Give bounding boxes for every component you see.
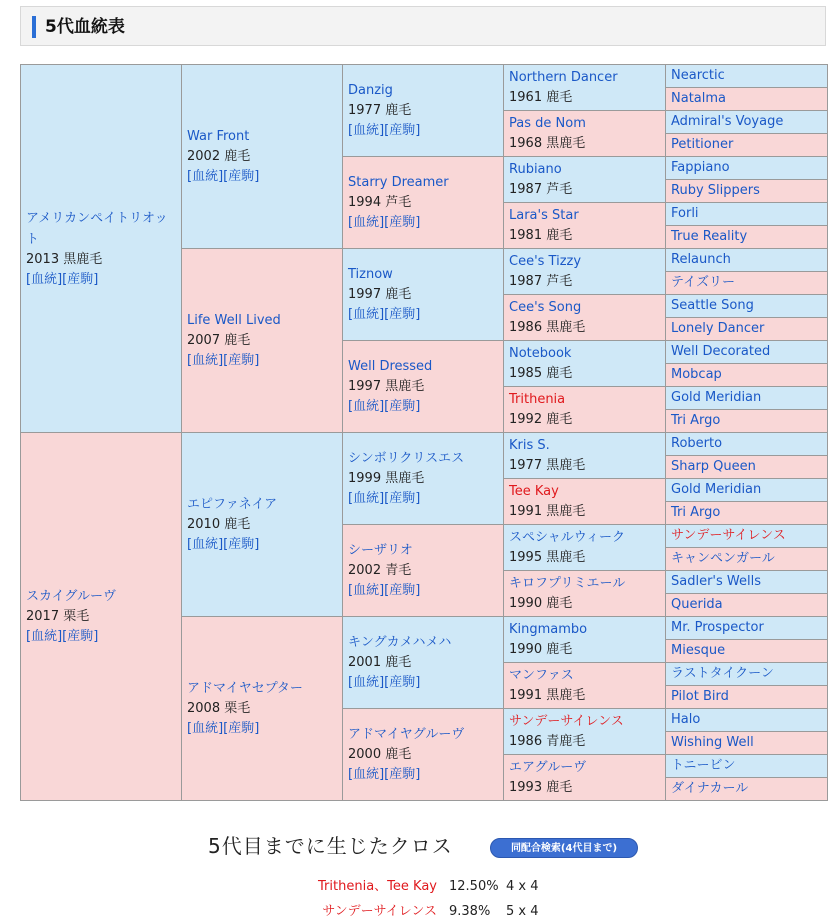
pedigree-cell-sssd — [666, 88, 828, 111]
pedigree-cell-dam-ddsd — [666, 732, 828, 755]
pedigree-cell-dss — [504, 249, 666, 295]
horse-name-link[interactable]: Lara's Star — [509, 207, 579, 223]
pedigree-cell-sdds — [666, 203, 828, 226]
horse-name-link[interactable]: Nearctic — [671, 68, 725, 83]
horse-name-link[interactable]: キングカメハメハ — [348, 634, 452, 650]
horse-name-link[interactable]: マンファス — [509, 667, 574, 683]
offspring-link[interactable]: [産駒] — [62, 629, 99, 644]
horse-name-link[interactable]: サンデーサイレンス — [671, 528, 786, 543]
pedigree-cell-sd — [343, 157, 504, 249]
cross-section-title: 5代目までに生じたクロス — [208, 834, 453, 858]
pedigree-cell-dsds — [666, 295, 828, 318]
horse-name-link[interactable]: シンボリクリスエス — [348, 450, 465, 466]
horse-info: 1977 黒鹿毛 — [509, 457, 586, 473]
horse-info: 2008 栗毛 — [187, 700, 251, 716]
pedigree-cell-ssd — [504, 111, 666, 157]
horse-name-link[interactable]: Mobcap — [671, 367, 722, 382]
pedigree-cell-sire — [21, 65, 182, 433]
offspring-link[interactable]: [産駒] — [384, 122, 421, 138]
pedigree-cell-dam-ss — [343, 433, 504, 525]
offspring-link[interactable]: [産駒] — [223, 168, 260, 184]
pedigree-link[interactable]: [血統] — [348, 674, 385, 690]
pedigree-cell-dddd — [666, 410, 828, 433]
same-mating-search-button[interactable]: 同配合検索(4代目まで) — [490, 838, 638, 858]
horse-info: 2010 鹿毛 — [187, 516, 251, 532]
pedigree-cell-dam-dsdd — [666, 686, 828, 709]
pedigree-section-header — [20, 6, 826, 46]
horse-name-link[interactable]: Tee Kay — [509, 483, 559, 499]
horse-info: 1997 黒鹿毛 — [348, 378, 425, 394]
offspring-link[interactable]: [産駒] — [384, 674, 421, 690]
pedigree-cell-dam-sss — [504, 433, 666, 479]
pedigree-cell-dam-dds — [504, 709, 666, 755]
horse-name-link[interactable]: Cee's Song — [509, 299, 582, 315]
pedigree-cell-dam-sds — [504, 525, 666, 571]
horse-name-link[interactable]: Lonely Dancer — [671, 321, 765, 336]
pedigree-link[interactable]: [血統] — [348, 490, 385, 506]
horse-name-link[interactable]: Kris S. — [509, 437, 550, 453]
horse-name-link[interactable]: Tiznow — [348, 266, 393, 282]
pedigree-cell-dsdd — [666, 318, 828, 341]
horse-name-link[interactable]: Tri Argo — [671, 505, 721, 520]
pedigree-cell-dam-dd — [343, 709, 504, 801]
pedigree-cell-dam-ddds — [666, 755, 828, 778]
horse-name-link[interactable]: Trithenia — [509, 391, 566, 407]
horse-info: 1999 黒鹿毛 — [348, 470, 425, 486]
horse-name-link[interactable]: War Front — [187, 128, 250, 144]
horse-name-link[interactable]: True Reality — [671, 229, 748, 244]
horse-name-link[interactable]: Rubiano — [509, 161, 562, 177]
horse-name-link[interactable]: Fappiano — [671, 160, 730, 175]
horse-name-link[interactable]: スペシャルウィーク — [509, 529, 625, 545]
pedigree-link[interactable]: [血統] — [348, 122, 385, 138]
horse-info: 1986 青鹿毛 — [509, 733, 586, 749]
horse-name-link[interactable]: トニービン — [671, 758, 736, 773]
horse-name-link[interactable]: Wishing Well — [671, 735, 754, 750]
pedigree-cell-ssdd — [666, 134, 828, 157]
horse-info: 1995 黒鹿毛 — [509, 549, 586, 565]
horse-name-link[interactable]: シーザリオ — [348, 542, 413, 558]
pedigree-cell-sdsd — [666, 180, 828, 203]
pedigree-cell-dam-dsss — [666, 617, 828, 640]
offspring-link[interactable]: [産駒] — [384, 214, 421, 230]
horse-info: 1981 鹿毛 — [509, 227, 573, 243]
horse-name-link[interactable]: Seattle Song — [671, 298, 754, 313]
pedigree-cell-dam-sddd — [666, 594, 828, 617]
pedigree-cell-dam-ssdd — [666, 502, 828, 525]
pedigree-link[interactable]: [血統] — [348, 766, 385, 782]
pedigree-cell-sds — [504, 157, 666, 203]
horse-name-link[interactable]: Admiral's Voyage — [671, 114, 784, 129]
pedigree-cell-dam-sd — [343, 525, 504, 617]
horse-name-link[interactable]: ラストタイクーン — [671, 666, 774, 681]
horse-name-link[interactable]: Tri Argo — [671, 413, 721, 428]
offspring-link[interactable]: [産駒] — [223, 352, 260, 368]
cross-generation: 4 x 4 — [506, 879, 539, 894]
horse-name-link[interactable]: エピファネイア — [187, 496, 278, 512]
offspring-link[interactable]: [産駒] — [223, 720, 260, 736]
pedigree-cell-dam-sdss — [666, 525, 828, 548]
horse-info: 2000 鹿毛 — [348, 746, 412, 762]
header-accent-bar — [32, 16, 36, 38]
horse-name-link[interactable]: アメリカンペイトリオット — [26, 210, 168, 247]
horse-name-link[interactable]: キャンペンガール — [671, 551, 775, 566]
section-title: 5代血統表 — [45, 17, 125, 37]
cross-horse-link[interactable]: Trithenia、Tee Kay — [318, 879, 437, 894]
horse-info: 1991 黒鹿毛 — [509, 503, 586, 519]
cross-percentage: 9.38% — [449, 904, 491, 919]
pedigree-link[interactable]: [血統] — [348, 582, 385, 598]
pedigree-cell-ssss — [666, 65, 828, 88]
offspring-link[interactable]: [産駒] — [223, 536, 260, 552]
horse-info: 2001 鹿毛 — [348, 654, 412, 670]
pedigree-cell-dam-sdds — [666, 571, 828, 594]
horse-name-link[interactable]: スカイグルーヴ — [26, 589, 116, 604]
horse-name-link[interactable]: Life Well Lived — [187, 312, 281, 328]
horse-info: 1986 黒鹿毛 — [509, 319, 586, 335]
pedigree-cell-sddd — [666, 226, 828, 249]
pedigree-link[interactable]: [血統] — [348, 214, 385, 230]
pedigree-cell-dam-ssd — [504, 479, 666, 525]
pedigree-cell-dam-ddss — [666, 709, 828, 732]
cross-row — [0, 878, 828, 896]
horse-name-link[interactable]: Forli — [671, 206, 699, 221]
pedigree-cell-dam-sdsd — [666, 548, 828, 571]
horse-name-link[interactable]: テイズリー — [671, 275, 735, 290]
cross-horse-link[interactable]: サンデーサイレンス — [322, 904, 437, 919]
horse-info: 1990 鹿毛 — [509, 641, 573, 657]
offspring-link[interactable]: [産駒] — [384, 766, 421, 782]
horse-info: 1987 芦毛 — [509, 181, 573, 197]
pedigree-cell-dam-d — [182, 617, 343, 801]
horse-info: 1961 鹿毛 — [509, 89, 573, 105]
pedigree-cell-ss — [343, 65, 504, 157]
pedigree-link[interactable]: [血統] — [187, 536, 224, 552]
pedigree-cell-dam-dsd — [504, 663, 666, 709]
horse-name-link[interactable]: Roberto — [671, 436, 723, 451]
pedigree-cell-ddd — [504, 387, 666, 433]
horse-name-link[interactable]: ダイナカール — [671, 781, 749, 796]
horse-name-link[interactable]: Cee's Tizzy — [509, 253, 582, 269]
horse-name-link[interactable]: Notebook — [509, 345, 572, 361]
pedigree-cell-dam-ssss — [666, 433, 828, 456]
horse-name-link[interactable]: Northern Dancer — [509, 69, 618, 85]
pedigree-link[interactable]: [血統] — [26, 271, 63, 287]
pedigree-link[interactable]: [血統] — [187, 720, 224, 736]
pedigree-cell-dam-dssd — [666, 640, 828, 663]
pedigree-cell-dam-sdd — [504, 571, 666, 617]
horse-name-link[interactable]: Well Decorated — [671, 344, 771, 359]
horse-info: 1992 鹿毛 — [509, 411, 573, 427]
horse-name-link[interactable]: Well Dressed — [348, 358, 433, 374]
horse-name-link[interactable]: Mr. Prospector — [671, 620, 764, 635]
horse-name-link[interactable]: Sharp Queen — [671, 459, 756, 474]
horse-name-link[interactable]: サンデーサイレンス — [509, 713, 624, 729]
horse-name-link[interactable]: Kingmambo — [509, 621, 588, 637]
horse-name-link[interactable]: Sadler's Wells — [671, 574, 761, 589]
pedigree-cell-dam-ddd — [504, 755, 666, 801]
horse-name-link[interactable]: アドマイヤグルーヴ — [348, 726, 465, 742]
offspring-link[interactable]: [産駒] — [62, 271, 99, 287]
pedigree-cell-dsd — [504, 295, 666, 341]
offspring-link[interactable]: [産駒] — [384, 490, 421, 506]
pedigree-cell-dam-dddd — [666, 778, 828, 801]
horse-info: 2002 鹿毛 — [187, 148, 251, 164]
pedigree-cell-ssds — [666, 111, 828, 134]
pedigree-cell-ddds — [666, 387, 828, 410]
pedigree-cell-dam — [21, 433, 182, 801]
pedigree-cell-dam-s — [182, 433, 343, 617]
horse-info: 1977 鹿毛 — [348, 102, 412, 118]
horse-name-link[interactable]: Gold Meridian — [671, 482, 762, 497]
pedigree-cell-ddss — [666, 341, 828, 364]
pedigree-cell-s — [182, 65, 343, 249]
horse-info: 1968 黒鹿毛 — [509, 135, 586, 151]
horse-info: 1990 鹿毛 — [509, 595, 573, 611]
pedigree-cell-dam-ssds — [666, 479, 828, 502]
cross-percentage: 12.50% — [449, 879, 499, 894]
horse-name-link[interactable]: Pas de Nom — [509, 115, 586, 131]
horse-name-link[interactable]: Danzig — [348, 82, 393, 98]
pedigree-cell-dam-dsds — [666, 663, 828, 686]
pedigree-cell-dam-ds — [343, 617, 504, 709]
horse-name-link[interactable]: アドマイヤセプター — [187, 680, 303, 696]
horse-info: 2002 青毛 — [348, 562, 412, 578]
pedigree-cell-dds — [504, 341, 666, 387]
pedigree-link[interactable]: [血統] — [187, 352, 224, 368]
pedigree-cell-sss — [504, 65, 666, 111]
horse-info: 2013 黒鹿毛 — [26, 251, 103, 267]
pedigree-cell-sdd — [504, 203, 666, 249]
horse-info: 1993 鹿毛 — [509, 779, 573, 795]
pedigree-cell-ddsd — [666, 364, 828, 387]
horse-name-link[interactable]: Halo — [671, 712, 701, 727]
horse-name-link[interactable]: Relaunch — [671, 252, 731, 267]
pedigree-link[interactable]: [血統] — [187, 168, 224, 184]
pedigree-link[interactable]: [血統] — [348, 398, 385, 414]
horse-name-link[interactable]: Petitioner — [671, 137, 734, 152]
horse-name-link[interactable]: キロフプリミエール — [509, 575, 626, 591]
offspring-link[interactable]: [産駒] — [384, 306, 421, 322]
horse-info: 2007 鹿毛 — [187, 332, 251, 348]
horse-info: 1985 鹿毛 — [509, 365, 573, 381]
pedigree-cell-dsss — [666, 249, 828, 272]
horse-name-link[interactable]: Natalma — [671, 91, 726, 106]
horse-name-link[interactable]: Miesque — [671, 643, 726, 658]
horse-name-link[interactable]: Gold Meridian — [671, 390, 762, 405]
cross-row — [0, 903, 828, 921]
horse-info: 1997 鹿毛 — [348, 286, 412, 302]
pedigree-cell-sdss — [666, 157, 828, 180]
pedigree-table — [20, 64, 828, 801]
horse-name-link[interactable]: Starry Dreamer — [348, 174, 449, 190]
pedigree-cell-dd — [343, 341, 504, 433]
pedigree-link[interactable]: [血統] — [348, 306, 385, 322]
pedigree-cell-dam-dss — [504, 617, 666, 663]
pedigree-cell-ds — [343, 249, 504, 341]
horse-info: 2017 栗毛 — [26, 609, 90, 624]
offspring-link[interactable]: [産駒] — [384, 582, 421, 598]
horse-name-link[interactable]: Ruby Slippers — [671, 183, 760, 198]
horse-name-link[interactable]: エアグルーヴ — [509, 759, 587, 775]
horse-name-link[interactable]: Pilot Bird — [671, 689, 729, 704]
horse-info: 1994 芦毛 — [348, 194, 412, 210]
horse-info: 1991 黒鹿毛 — [509, 687, 586, 703]
horse-name-link[interactable]: Querida — [671, 597, 723, 612]
cross-generation: 5 x 4 — [506, 904, 539, 919]
pedigree-cell-dssd — [666, 272, 828, 295]
pedigree-link[interactable]: [血統] — [26, 629, 63, 644]
pedigree-cell-dam-sssd — [666, 456, 828, 479]
horse-info: 1987 芦毛 — [509, 273, 573, 289]
pedigree-cell-d — [182, 249, 343, 433]
offspring-link[interactable]: [産駒] — [384, 398, 421, 414]
